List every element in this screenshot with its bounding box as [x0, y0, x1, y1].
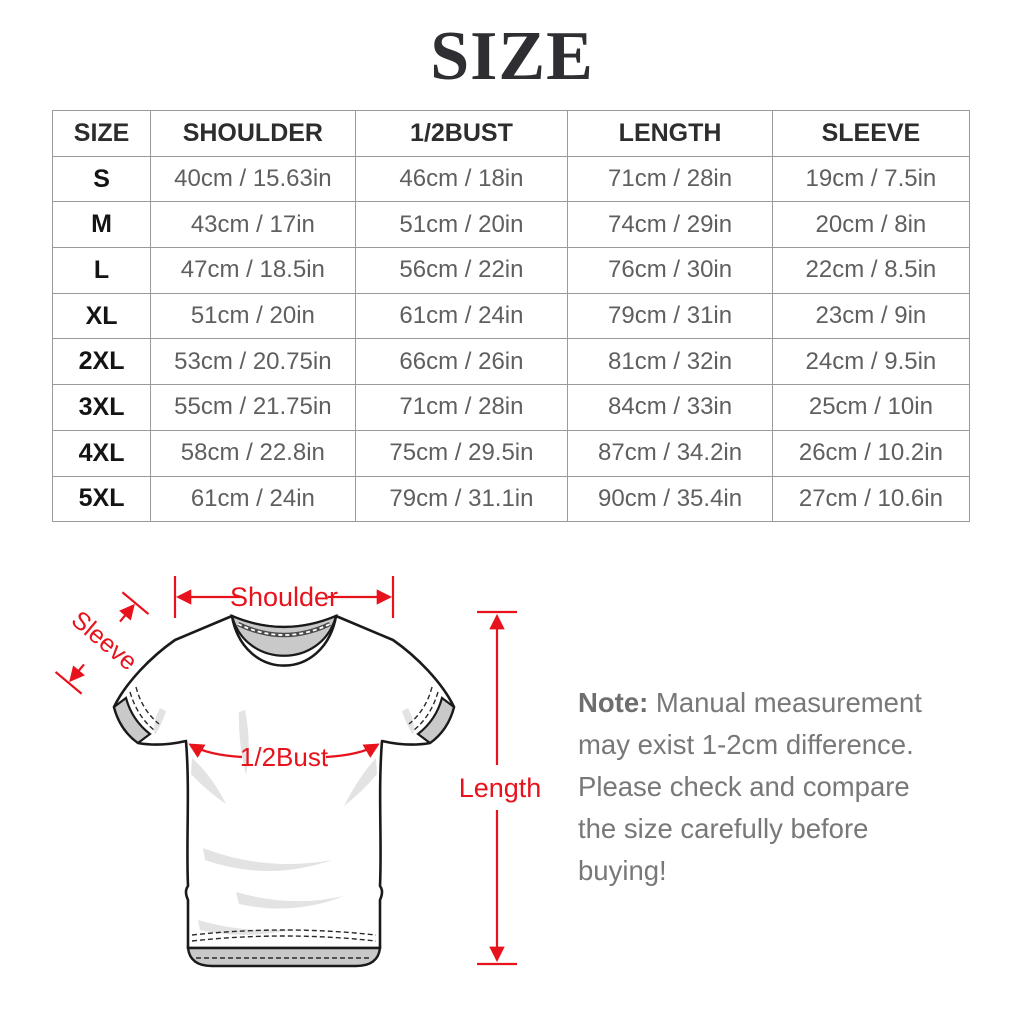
table-row: [53, 248, 970, 294]
size-cell: 3XL: [53, 385, 151, 431]
measurement-cell: 61cm / 24in: [355, 293, 568, 339]
table-row: [53, 430, 970, 476]
note-label: Note:: [578, 687, 649, 718]
measurement-cell: 79cm / 31.1in: [355, 476, 568, 522]
measurement-cell: 20cm / 8in: [772, 202, 969, 248]
measurement-cell: 22cm / 8.5in: [772, 248, 969, 294]
measurement-cell: 24cm / 9.5in: [772, 339, 969, 385]
measurement-cell: 51cm / 20in: [355, 202, 568, 248]
header-length: LENGTH: [568, 111, 772, 157]
measurement-cell: 56cm / 22in: [355, 248, 568, 294]
measurement-cell: 74cm / 29in: [568, 202, 772, 248]
measurement-cell: 55cm / 21.75in: [151, 385, 355, 431]
measurement-cell: 47cm / 18.5in: [151, 248, 355, 294]
measurement-cell: 79cm / 31in: [568, 293, 772, 339]
size-cell: XL: [53, 293, 151, 339]
bust-label: 1/2Bust: [239, 742, 329, 772]
table-header-row: [53, 111, 970, 157]
measurement-cell: 26cm / 10.2in: [772, 430, 969, 476]
measurement-cell: 19cm / 7.5in: [772, 156, 969, 202]
size-chart-table: [52, 110, 970, 522]
size-cell: M: [53, 202, 151, 248]
measurement-cell: 66cm / 26in: [355, 339, 568, 385]
measurement-cell: 84cm / 33in: [568, 385, 772, 431]
tshirt-body: [114, 616, 454, 966]
length-label: Length: [458, 773, 542, 803]
table-row: [53, 202, 970, 248]
measurement-cell: 58cm / 22.8in: [151, 430, 355, 476]
measurement-cell: 40cm / 15.63in: [151, 156, 355, 202]
measurement-cell: 71cm / 28in: [355, 385, 568, 431]
header-sleeve: SLEEVE: [772, 111, 969, 157]
table-row: [53, 293, 970, 339]
measurement-cell: 75cm / 29.5in: [355, 430, 568, 476]
tshirt-drawing: [40, 560, 570, 1024]
measurement-cell: 27cm / 10.6in: [772, 476, 969, 522]
table-row: [53, 476, 970, 522]
note-text: Manual measurement may exist 1-2cm difference. Please check and compare the size carefully before buying!: [578, 687, 922, 886]
size-cell: 4XL: [53, 430, 151, 476]
measurement-cell: 43cm / 17in: [151, 202, 355, 248]
measurement-cell: 76cm / 30in: [568, 248, 772, 294]
table-row: [53, 156, 970, 202]
measurement-cell: 61cm / 24in: [151, 476, 355, 522]
measurement-cell: 25cm / 10in: [772, 385, 969, 431]
page-title: SIZE: [430, 18, 594, 95]
bottom-hem: [188, 948, 380, 966]
sleeve-label: Sleeve: [65, 605, 143, 677]
table-row: [53, 339, 970, 385]
measurement-cell: 87cm / 34.2in: [568, 430, 772, 476]
size-cell: 2XL: [53, 339, 151, 385]
measurement-cell: 90cm / 35.4in: [568, 476, 772, 522]
measurement-cell: 51cm / 20in: [151, 293, 355, 339]
header-bust: 1/2BUST: [355, 111, 568, 157]
table-row: [53, 385, 970, 431]
size-cell: S: [53, 156, 151, 202]
header-shoulder: SHOULDER: [151, 111, 355, 157]
measurement-cell: 71cm / 28in: [568, 156, 772, 202]
shoulder-label: Shoulder: [229, 582, 339, 612]
measurement-cell: 53cm / 20.75in: [151, 339, 355, 385]
tshirt-measurement-diagram: [40, 560, 570, 1024]
measurement-cell: 46cm / 18in: [355, 156, 568, 202]
measurement-cell: 81cm / 32in: [568, 339, 772, 385]
size-cell: 5XL: [53, 476, 151, 522]
measurement-note: [578, 682, 928, 892]
measurement-cell: 23cm / 9in: [772, 293, 969, 339]
header-size: SIZE: [53, 111, 151, 157]
size-cell: L: [53, 248, 151, 294]
